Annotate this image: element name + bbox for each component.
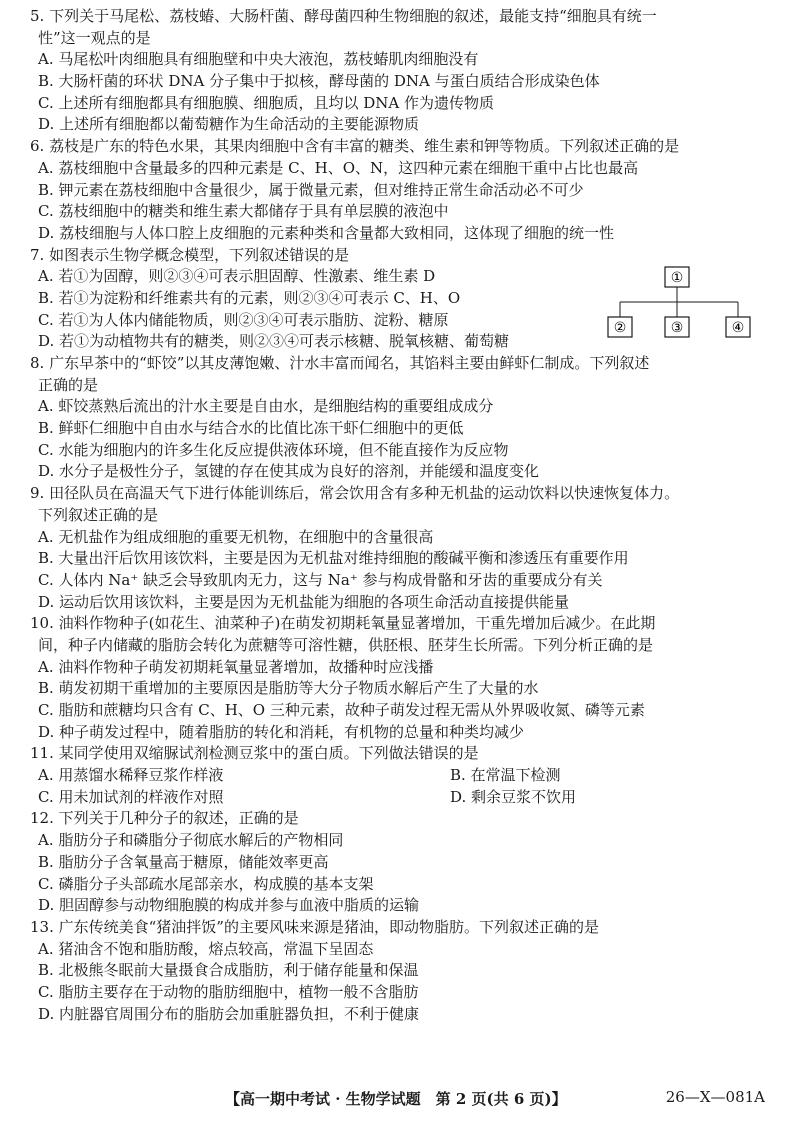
question-stem: 13. 广东传统美食“猪油拌饭”的主要风味来源是猪油，即动物脂肪。下列叙述正确的是 (30, 917, 599, 936)
option-b: B. 大肠杆菌的环状 DNA 分子集中于拟核，酵母菌的 DNA 与蛋白质结合形成染色体 (38, 72, 600, 91)
option-b: B. 在常温下检测 (450, 766, 561, 785)
question-stem: 9. 田径队员在高温天气下进行体能训练后，常会饮用含有多种无机盐的运动饮料以快速恢复体力。 (30, 484, 680, 503)
option-c: C. 水能为细胞内的许多生化反应提供液体环境，但不能直接作为反应物 (38, 440, 509, 459)
diagram-node-child-1-label: ② (613, 320, 627, 336)
option-a: A. 用蒸馏水稀释豆浆作样液 (38, 766, 224, 785)
question-10 (30, 613, 780, 743)
question-5 (30, 6, 780, 136)
question-8 (30, 353, 780, 483)
option-b: B. 脂肪分子含氧量高于糖原，储能效率更高 (38, 852, 329, 871)
diagram-node-top-label: ① (670, 270, 684, 286)
option-row (30, 787, 780, 809)
question-stem: 10. 油料作物种子(如花生、油菜种子)在萌发初期耗氧量显著增加，干重先增加后减少。在此期 (30, 614, 656, 633)
option-a: A. 若①为固醇，则②③④可表示胆固醇、性激素、维生素 D (38, 267, 436, 286)
question-9 (30, 483, 780, 613)
question-12 (30, 808, 780, 916)
option-d: D. 内脏器官周围分布的脂肪会加重脏器负担，不利于健康 (38, 1004, 420, 1023)
option-c: C. 用未加试剂的样液作对照 (38, 787, 224, 806)
option-a: A. 猪油含不饱和脂肪酸，熔点较高，常温下呈固态 (38, 939, 374, 958)
option-a: A. 马尾松叶肉细胞具有细胞壁和中央大液泡，荔枝蝽肌肉细胞没有 (38, 50, 479, 69)
option-a: A. 脂肪分子和磷脂分子彻底水解后的产物相同 (38, 831, 344, 850)
option-d: D. 水分子是极性分子，氢键的存在使其成为良好的溶剂，并能缓和温度变化 (38, 462, 540, 481)
option-b: B. 大量出汗后饮用该饮料，主要是因为无机盐对维持细胞的酸碱平衡和渗透压有重要作用 (38, 549, 629, 568)
question-stem: 下列叙述正确的是 (38, 505, 159, 524)
option-a: A. 虾饺蒸熟后流出的汁水主要是自由水，是细胞结构的重要组成成分 (38, 397, 494, 416)
option-c: C. 脂肪主要存在于动物的脂肪细胞中，植物一般不含脂肪 (38, 982, 419, 1001)
option-b: B. 北极熊冬眠前大量摄食合成脂肪，利于储存能量和保温 (38, 961, 419, 980)
option-d: D. 上述所有细胞都以葡萄糖作为生命活动的主要能源物质 (38, 115, 420, 134)
option-d: D. 若①为动植物共有的糖类，则②③④可表示核糖、脱氧核糖、葡萄糖 (38, 332, 510, 351)
question-stem: 正确的是 (38, 375, 99, 394)
question-stem: 间，种子内储藏的脂肪会转化为蔗糖等可溶性糖，供胚根、胚芽生长所需。下列分析正确的是 (38, 635, 654, 654)
question-stem: 12. 下列关于几种分子的叙述，正确的是 (30, 809, 299, 828)
footer-title: 【高一期中考试 · 生物学试题 第 2 页(共 6 页)】 (225, 1090, 567, 1108)
option-a: A. 无机盐作为组成细胞的重要无机物，在细胞中的含量很高 (38, 527, 434, 546)
option-c: C. 上述所有细胞都具有细胞膜、细胞质，且均以 DNA 作为遗传物质 (38, 93, 495, 112)
option-a: A. 荔枝细胞中含量最多的四种元素是 C、H、O、N，这四种元素在细胞干重中占比也最高 (38, 158, 639, 177)
question-13 (30, 917, 780, 1025)
option-c: C. 人体内 Na⁺ 缺乏会导致肌肉无力，这与 Na⁺ 参与构成骨骼和牙齿的重要成分有关 (38, 570, 603, 589)
option-b: B. 钾元素在荔枝细胞中含量很少，属于微量元素，但对维持正常生命活动必不可少 (38, 180, 584, 199)
question-stem: 11. 某同学使用双缩脲试剂检测豆浆中的蛋白质。下列做法错误的是 (30, 744, 479, 763)
concept-model-diagram (604, 265, 754, 339)
option-b: B. 鲜虾仁细胞中自由水与结合水的比值比冻干虾仁细胞中的更低 (38, 419, 464, 438)
option-d: D. 种子萌发过程中，随着脂肪的转化和消耗，有机物的总量和种类均减少 (38, 722, 525, 741)
option-a: A. 油料作物种子萌发初期耗氧量显著增加，故播种时应浅播 (38, 657, 434, 676)
option-c: C. 荔枝细胞中的糖类和维生素大都储存于具有单层膜的液泡中 (38, 202, 449, 221)
option-c: C. 脂肪和蔗糖均只含有 C、H、O 三种元素，故种子萌发过程无需从外界吸收氮、磷等元素 (38, 701, 645, 719)
question-stem: 性”这一观点的是 (38, 28, 151, 47)
diagram-node-child-3-label: ④ (731, 320, 745, 336)
option-row (30, 765, 780, 787)
option-d: D. 运动后饮用该饮料，主要是因为无机盐能为细胞的各项生命活动直接提供能量 (38, 592, 570, 611)
option-c: C. 若①为人体内储能物质，则②③④可表示脂肪、淀粉、糖原 (38, 310, 449, 329)
page-footer (225, 1088, 765, 1109)
exam-page (30, 6, 780, 1025)
footer-code: 26—X—081A (665, 1088, 765, 1106)
option-b: B. 萌发初期干重增加的主要原因是脂肪等大分子物质水解后产生了大量的水 (38, 679, 539, 698)
option-d: D. 剩余豆浆不饮用 (450, 787, 577, 806)
question-11 (30, 743, 780, 808)
diagram-node-child-2-label: ③ (670, 320, 684, 336)
question-stem: 8. 广东早茶中的“虾饺”以其皮薄饱嫩、汁水丰富而闻名，其馅料主要由鲜虾仁制成。下列叙述 (30, 354, 650, 372)
question-stem: 7. 如图表示生物学概念模型，下列叙述错误的是 (30, 245, 350, 264)
question-stem: 6. 荔枝是广东的特色水果，其果肉细胞中含有丰富的糖类、维生素和钾等物质。下列叙述正确的是 (30, 137, 680, 156)
option-b: B. 若①为淀粉和纤维素共有的元素，则②③④可表示 C、H、O (38, 288, 461, 307)
option-d: D. 胆固醇参与动物细胞膜的构成并参与血液中脂质的运输 (38, 896, 420, 915)
option-c: C. 磷脂分子头部疏水尾部亲水，构成膜的基本支架 (38, 874, 374, 893)
question-stem: 5. 下列关于马尾松、荔枝蝽、大肠杆菌、酵母菌四种生物细胞的叙述，最能支持“细胞具有统一 (30, 7, 657, 25)
option-d: D. 荔枝细胞与人体口腔上皮细胞的元素种类和含量都大致相同，这体现了细胞的统一性 (38, 223, 615, 242)
question-6 (30, 136, 780, 244)
